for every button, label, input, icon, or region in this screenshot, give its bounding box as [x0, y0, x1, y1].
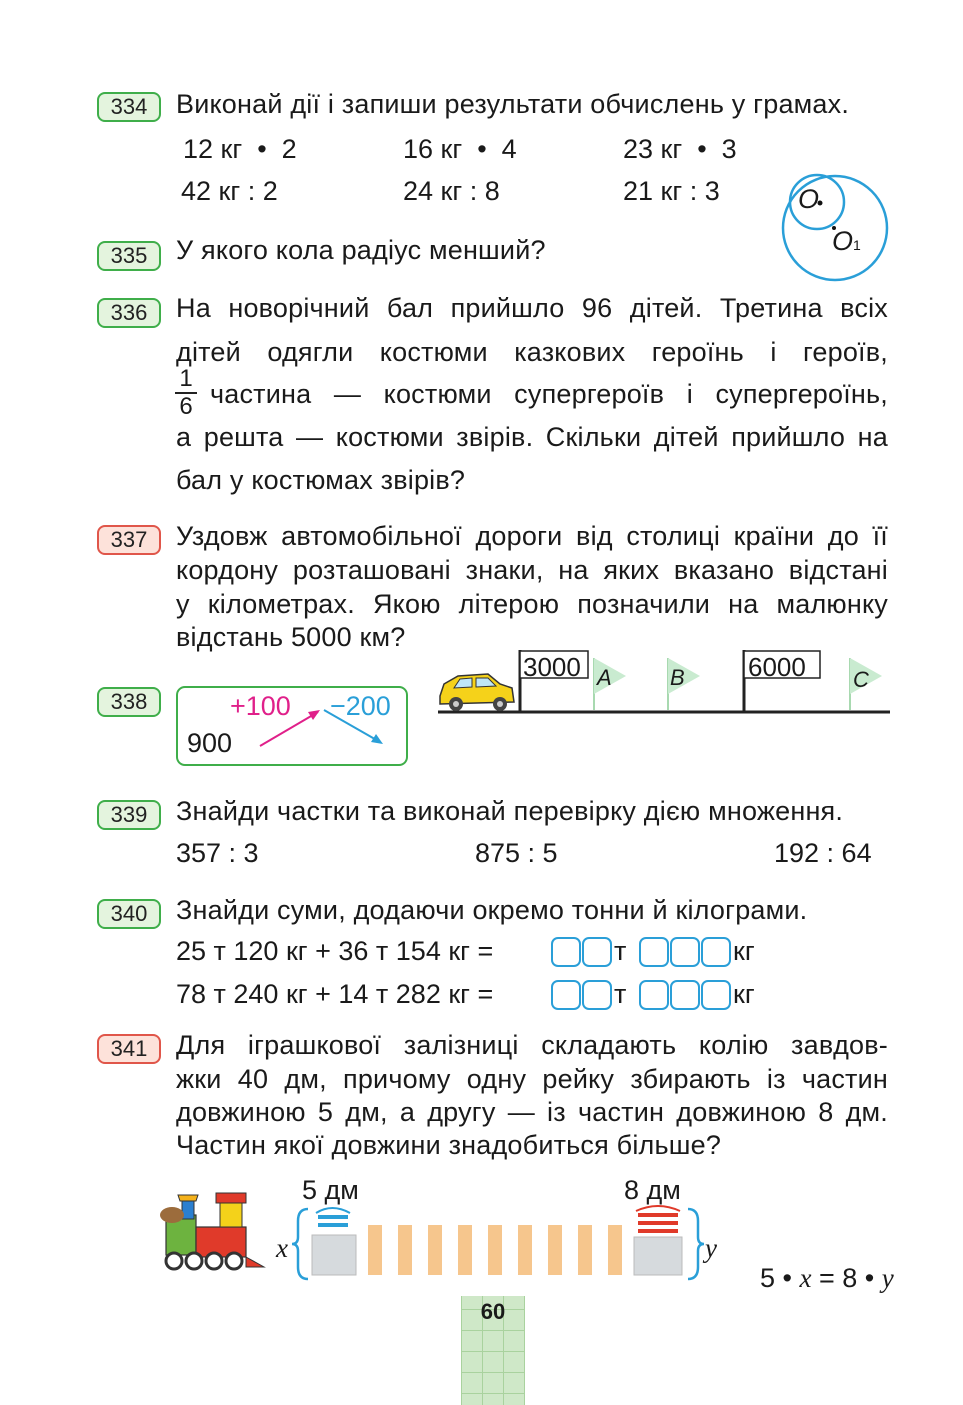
task-341-line-4: Частин якої довжини знадобиться більше?: [176, 1130, 722, 1160]
task-341-line-1: Для іграшкової залізниці складають колію завдов-: [176, 1030, 888, 1060]
flag-label-b: B: [670, 665, 685, 690]
task-336-line-3: частина — костюми супергероїв і супергероїнь,: [210, 379, 888, 409]
task-number-341: 341: [97, 1034, 161, 1064]
label-8dm: 8 дм: [624, 1175, 681, 1205]
unit-kg-1: кг: [733, 936, 755, 966]
circle-center-o1-letter: O: [832, 226, 854, 256]
task-339-ex-2: 875 : 5: [475, 838, 558, 868]
fraction-numerator: 1: [179, 365, 193, 392]
task-341-line-3: довжиною 5 дм, а другу — із частин довжиною 8 дм.: [176, 1097, 888, 1127]
task-336-line-2: дітей одягли костюми казкових героїнь і героїв,: [176, 337, 888, 367]
task-336-line-1: На новорічний бал прийшло 96 дітей. Третина всіх: [176, 293, 888, 323]
fraction-denominator: 6: [179, 393, 193, 420]
answer-cell[interactable]: [670, 980, 700, 1010]
answer-cell[interactable]: [582, 937, 612, 967]
rail-diagram: [292, 1205, 704, 1283]
task-339-ex-1: 357 : 3: [176, 838, 259, 868]
task-number-338: 338: [97, 687, 161, 717]
answer-cell[interactable]: [639, 980, 669, 1010]
answer-cells-t-2[interactable]: [551, 980, 613, 1010]
task-number-335: 335: [97, 241, 161, 271]
var-y: y: [705, 1233, 717, 1263]
answer-cell[interactable]: [639, 937, 669, 967]
answer-cell[interactable]: [670, 937, 700, 967]
page-number: 60: [480, 1299, 506, 1324]
equation-x: x: [799, 1263, 812, 1293]
task-337-line-1: Уздовж автомобільної дороги від столиці країни до її: [176, 521, 888, 551]
answer-cell[interactable]: [551, 980, 581, 1010]
task-334-ex-6: 21 кг : 3: [623, 176, 720, 206]
answer-cells-kg-1[interactable]: [639, 937, 732, 967]
circle-center-o1-sub: 1: [853, 237, 861, 253]
car-icon: [440, 674, 514, 711]
equation-part-2: = 8 •: [811, 1263, 882, 1293]
answer-cell[interactable]: [701, 937, 731, 967]
equation-y: y: [881, 1263, 894, 1293]
label-5dm: 5 дм: [302, 1175, 359, 1205]
road-sign-3000: 3000: [523, 652, 581, 682]
task-338-op2: −200: [330, 691, 391, 721]
task-334-ex-1: 12 кг • 2: [183, 134, 297, 164]
task-337-line-2: кордону розташовані знаки, на яких вказано відстані: [176, 555, 888, 585]
task-340-ex-2: 78 т 240 кг + 14 т 282 кг =: [176, 979, 494, 1009]
answer-cell[interactable]: [582, 980, 612, 1010]
equation-part-1: 5 •: [760, 1263, 800, 1293]
task-335-text: У якого кола радіус менший?: [176, 235, 546, 265]
task-339-text: Знайди частки та виконай перевірку дією множення.: [176, 796, 844, 826]
circle-center-o: O: [798, 184, 820, 214]
flag-label-a: A: [597, 665, 612, 690]
task-337-line-3: у кілометрах. Якою літерою позначили на малюнку: [176, 589, 888, 619]
task-334-ex-4: 42 кг : 2: [181, 176, 278, 206]
task-336-line-4: а решта — костюми звірів. Скільки дітей прийшло на: [176, 422, 888, 452]
task-339-ex-3: 192 : 64: [774, 838, 872, 868]
task-number-336: 336: [97, 298, 161, 328]
task-334-text: Виконай дії і запиши результати обчислень у грамах.: [176, 89, 850, 119]
toy-train-icon: [156, 1185, 268, 1275]
task-337-line-4: відстань 5000 км?: [176, 622, 406, 652]
answer-cells-t-1[interactable]: [551, 937, 613, 967]
task-341-line-2: жки 40 дм, причому одну рейку збирають із частин: [176, 1064, 888, 1094]
answer-cells-kg-2[interactable]: [639, 980, 732, 1010]
fraction-one-sixth: [175, 366, 197, 420]
task-340-text: Знайди суми, додаючи окремо тонни й кілограми.: [176, 895, 808, 925]
unit-t-2: т: [614, 979, 627, 1009]
task-number-340: 340: [97, 899, 161, 929]
task-334-ex-5: 24 кг : 8: [403, 176, 500, 206]
road-sign-6000: 6000: [748, 652, 806, 682]
answer-cell[interactable]: [551, 937, 581, 967]
task-334-ex-3: 23 кг • 3: [623, 134, 737, 164]
answer-cell[interactable]: [701, 980, 731, 1010]
road-illustration: [430, 648, 892, 718]
unit-kg-2: кг: [733, 979, 755, 1009]
task-334-ex-2: 16 кг • 4: [403, 134, 517, 164]
task-number-334: 334: [97, 92, 161, 122]
task-338-op1: +100: [230, 691, 291, 721]
var-x: x: [276, 1233, 288, 1263]
unit-t-1: т: [614, 936, 627, 966]
task-number-339: 339: [97, 800, 161, 830]
task-340-ex-1: 25 т 120 кг + 36 т 154 кг =: [176, 936, 494, 966]
equation: [745, 1232, 894, 1294]
flag-label-c: C: [853, 667, 869, 692]
task-338-start: 900: [187, 728, 233, 758]
circle-center-o1: [832, 226, 861, 257]
task-336-line-5: бал у костюмах звірів?: [176, 465, 466, 495]
task-number-337: 337: [97, 525, 161, 555]
